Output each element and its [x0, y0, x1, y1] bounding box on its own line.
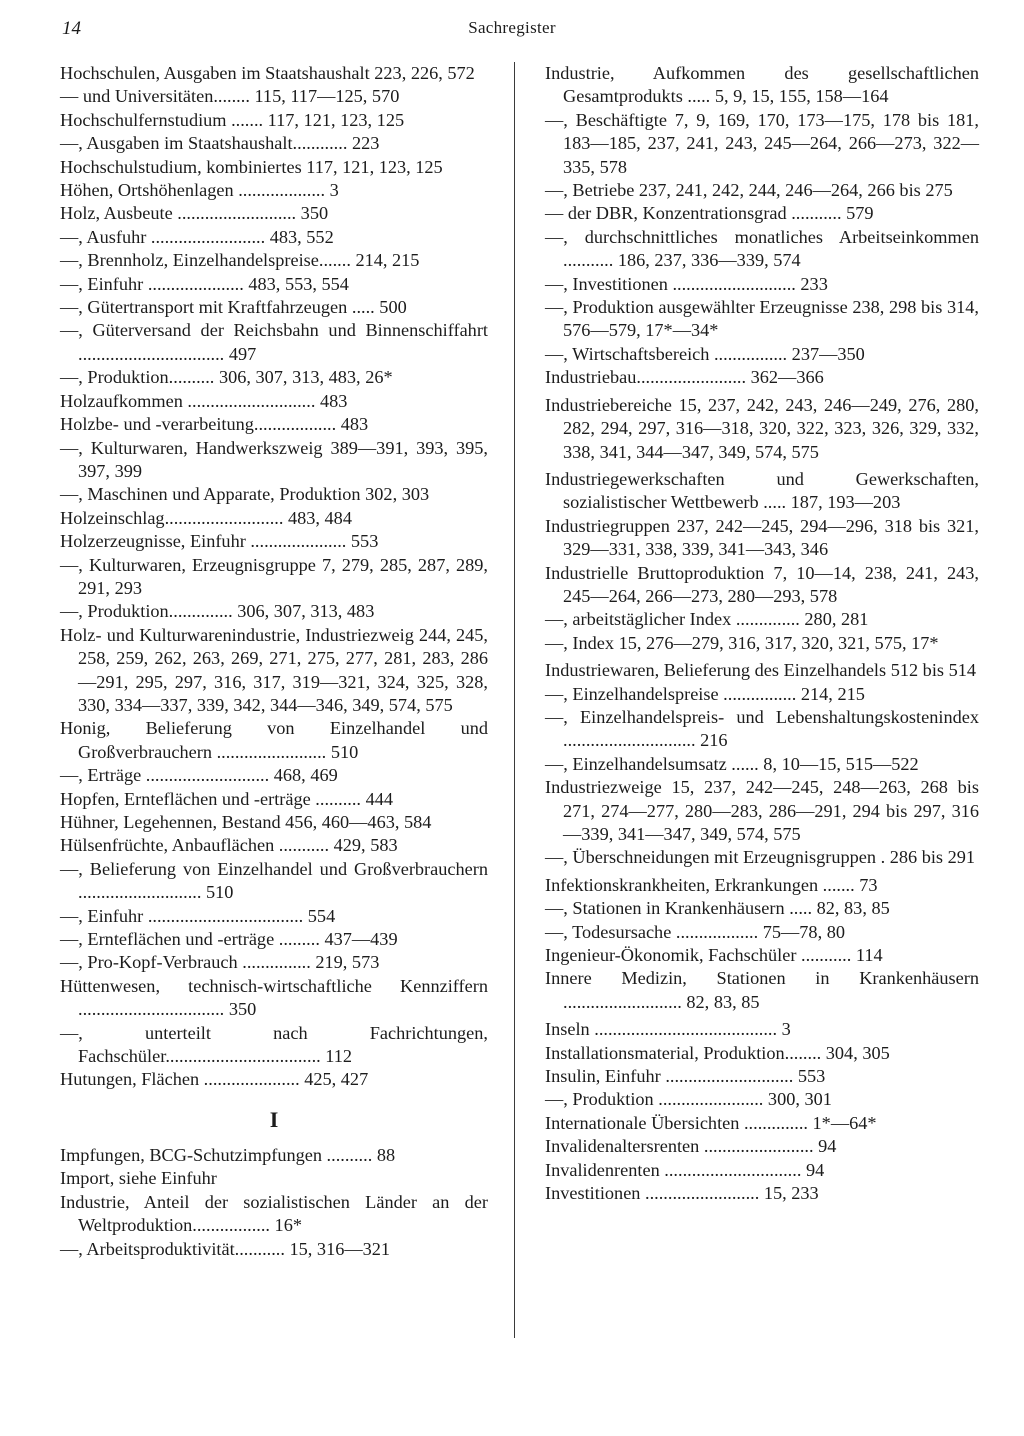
- index-entry: Industriewaren, Belieferung des Einzelhandels 512 bis 514: [545, 660, 977, 681]
- section-letter: I: [269, 1106, 279, 1132]
- index-entry: —, Betriebe 237, 241, 242, 244, 246—264, 266 bis 275: [545, 180, 953, 201]
- index-entry: —, Index 15, 276—279, 316, 317, 320, 321, 575, 17*: [545, 632, 939, 653]
- column-divider: [514, 62, 515, 1338]
- index-entry: Hutungen, Flächen ..................... 425, 427: [60, 1069, 369, 1090]
- index-entry: Holzaufkommen ............................ 483: [60, 390, 348, 411]
- index-entry: — und Universitäten........ 115, 117—125, 570: [60, 86, 400, 107]
- index-entry: Industriebau........................ 362—366: [545, 367, 824, 388]
- index-entry: Industriezweige 15, 237, 242—245, 248—263, 268 bis 271, 274—277, 280—283, 286—291, 294 bis 297, 316—339, 341—347, 349, 574, 575: [545, 777, 979, 844]
- index-entry: Industriegruppen 237, 242—245, 294—296, 318 bis 321, 329—331, 338, 339, 341—343, 346: [545, 515, 979, 560]
- index-entry: —, Einfuhr ..................... 483, 553, 554: [60, 273, 349, 294]
- index-entry: Invalidenaltersrenten ........................ 94: [545, 1136, 837, 1157]
- index-entry: —, Brennholz, Einzelhandelspreise....... 214, 215: [60, 250, 420, 271]
- index-entry: Internationale Übersichten .............. 1*—64*: [545, 1112, 877, 1133]
- index-entry: — der DBR, Konzentrationsgrad ........... 579: [545, 203, 874, 224]
- index-entry: Invalidenrenten .............................. 94: [545, 1159, 825, 1180]
- index-entry: —, Kulturwaren, Handwerkszweig 389—391, 393, 395, 397, 399: [60, 437, 488, 481]
- index-entry: Industrielle Bruttoproduktion 7, 10—14, 238, 241, 243, 245—264, 266—273, 280—293, 578: [545, 562, 979, 606]
- index-entry: —, unterteilt nach Fachrichtungen, Fachschüler.................................. 112: [60, 1022, 488, 1067]
- index-entry: —, Ausfuhr ......................... 483, 552: [60, 226, 334, 247]
- index-entry: —, Kulturwaren, Erzeugnisgruppe 7, 279, 285, 287, 289, 291, 293: [60, 554, 488, 598]
- index-entry: —, durchschnittliches monatliches Arbeitseinkommen ........... 186, 237, 336—339, 574: [545, 226, 979, 271]
- index-entry: Hühner, Legehennen, Bestand 456, 460—463, 584: [60, 812, 432, 832]
- index-entry: —, Produktion.............. 306, 307, 313, 483: [60, 601, 375, 622]
- left-column: [60, 62, 488, 1261]
- index-entry: Holz, Ausbeute .......................... 350: [60, 203, 329, 224]
- index-entry: —, Produktion.......... 306, 307, 313, 483, 26*: [60, 367, 393, 388]
- index-entry: —, Pro-Kopf-Verbrauch ............... 219, 573: [60, 952, 380, 973]
- index-entry: Holz- und Kulturwarenindustrie, Industriezweig 244, 245, 258, 259, 262, 263, 269, 271, 275, 277, 281, 283, 286—291, 295, 297, 316, 317, 319—321, 324, 325, 328, 330, 334—337, 339, 342, 344—346, 349, 574, 575: [60, 624, 488, 715]
- index-entry: —, Überschneidungen mit Erzeugnisgruppen . 286 bis 291: [545, 847, 976, 868]
- index-entry: Innere Medizin, Stationen in Krankenhäusern .......................... 82, 83, 85: [545, 968, 979, 1012]
- index-entry: —, Einfuhr .................................. 554: [60, 905, 336, 926]
- index-entry: —, Ernteflächen und -erträge ......... 437—439: [60, 929, 398, 950]
- index-entry: —, Produktion ausgewählter Erzeugnisse 238, 298 bis 314, 576—579, 17*—34*: [545, 297, 979, 341]
- right-column: [545, 62, 979, 1206]
- index-entry: Hochschulen, Ausgaben im Staatshaushalt 223, 226, 572: [60, 63, 475, 83]
- index-entry: Installationsmaterial, Produktion........ 304, 305: [545, 1042, 890, 1063]
- index-entry: —, Erträge ........................... 468, 469: [60, 765, 338, 786]
- index-entry: —, Einzelhandelsumsatz ...... 8, 10—15, 515—522: [545, 753, 919, 774]
- index-entry: Höhen, Ortshöhenlagen ................... 3: [60, 180, 339, 201]
- index-entry: —, Beschäftigte 7, 9, 169, 170, 173—175, 178 bis 181, 183—185, 237, 241, 243, 245—264, 266—273, 322—335, 578: [545, 109, 979, 177]
- index-entry: Inseln ........................................ 3: [545, 1019, 791, 1040]
- index-entry: Holzerzeugnisse, Einfuhr ..................... 553: [60, 531, 379, 552]
- index-entry: Hopfen, Ernteflächen und -erträge .......... 444: [60, 788, 393, 809]
- index-entry: Honig, Belieferung von Einzelhandel und Großverbrauchern ........................ 510: [60, 718, 488, 762]
- index-entry: Hülsenfrüchte, Anbauflächen ........... 429, 583: [60, 835, 398, 856]
- left-entry-list: [60, 62, 488, 1092]
- index-entry: Impfungen, BCG-Schutzimpfungen .......... 88: [60, 1144, 396, 1165]
- left-entry-list-after: [60, 1144, 488, 1261]
- page-number: 14: [62, 18, 81, 39]
- index-entry: —, Investitionen ........................... 233: [545, 273, 828, 294]
- index-entry: Industrie, Aufkommen des gesellschaftlichen Gesamtprodukts ..... 5, 9, 15, 155, 158—164: [545, 63, 979, 107]
- index-entry: —, Maschinen und Apparate, Produktion 302, 303: [60, 484, 430, 505]
- index-entry: Industrie, Anteil der sozialistischen Länder an der Weltproduktion................. 16*: [60, 1191, 488, 1236]
- index-entry: —, Todesursache .................. 75—78, 80: [545, 921, 845, 942]
- index-entry: Hochschulstudium, kombiniertes 117, 121, 123, 125: [60, 156, 443, 177]
- index-entry: —, Arbeitsproduktivität........... 15, 316—321: [60, 1238, 391, 1259]
- index-entry: —, Einzelhandelspreis- und Lebenshaltungskostenindex ............................. 216: [545, 706, 979, 751]
- index-entry: —, Belieferung von Einzelhandel und Großverbrauchern ........................... 510: [60, 858, 488, 903]
- index-entry: Hüttenwesen, technisch-wirtschaftliche Kennziffern ................................ 350: [60, 975, 488, 1020]
- index-entry: —, arbeitstäglicher Index .............. 280, 281: [545, 609, 869, 630]
- index-entry: —, Einzelhandelspreise ................ 214, 215: [545, 683, 865, 704]
- right-entry-list: [545, 62, 979, 1206]
- index-entry: Ingenieur-Ökonomik, Fachschüler ........... 114: [545, 945, 883, 966]
- index-entry: Investitionen ......................... 15, 233: [545, 1183, 819, 1204]
- running-head: Sachregister: [468, 18, 556, 37]
- index-entry: Holzeinschlag.......................... 483, 484: [60, 507, 352, 528]
- index-entry: —, Stationen in Krankenhäusern ..... 82, 83, 85: [545, 898, 890, 919]
- index-entry: Insulin, Einfuhr ............................ 553: [545, 1066, 826, 1087]
- index-entry: Industriebereiche 15, 237, 242, 243, 246—249, 276, 280, 282, 294, 297, 316—318, 320, 322, 323, 326, 329, 332, 338, 341, 344—347, 349, 574, 575: [545, 394, 979, 462]
- index-entry: Holzbe- und -verarbeitung.................. 483: [60, 414, 369, 435]
- index-entry: —, Produktion ....................... 300, 301: [545, 1089, 832, 1110]
- index-entry: Industriegewerkschaften und Gewerkschaften, sozialistischer Wettbewerb ..... 187, 193—203: [545, 468, 979, 513]
- index-entry: Infektionskrankheiten, Erkrankungen ....... 73: [545, 874, 878, 895]
- index-entry: Import, siehe Einfuhr: [60, 1168, 217, 1189]
- index-entry: —, Ausgaben im Staatshaushalt............ 223: [60, 133, 380, 154]
- index-entry: —, Wirtschaftsbereich ................ 237—350: [545, 343, 865, 364]
- index-entry: —, Gütertransport mit Kraftfahrzeugen ..... 500: [60, 297, 407, 318]
- index-entry: —, Güterversand der Reichsbahn und Binnenschiffahrt ................................ 497: [60, 320, 488, 364]
- index-entry: Hochschulfernstudium ....... 117, 121, 123, 125: [60, 109, 405, 130]
